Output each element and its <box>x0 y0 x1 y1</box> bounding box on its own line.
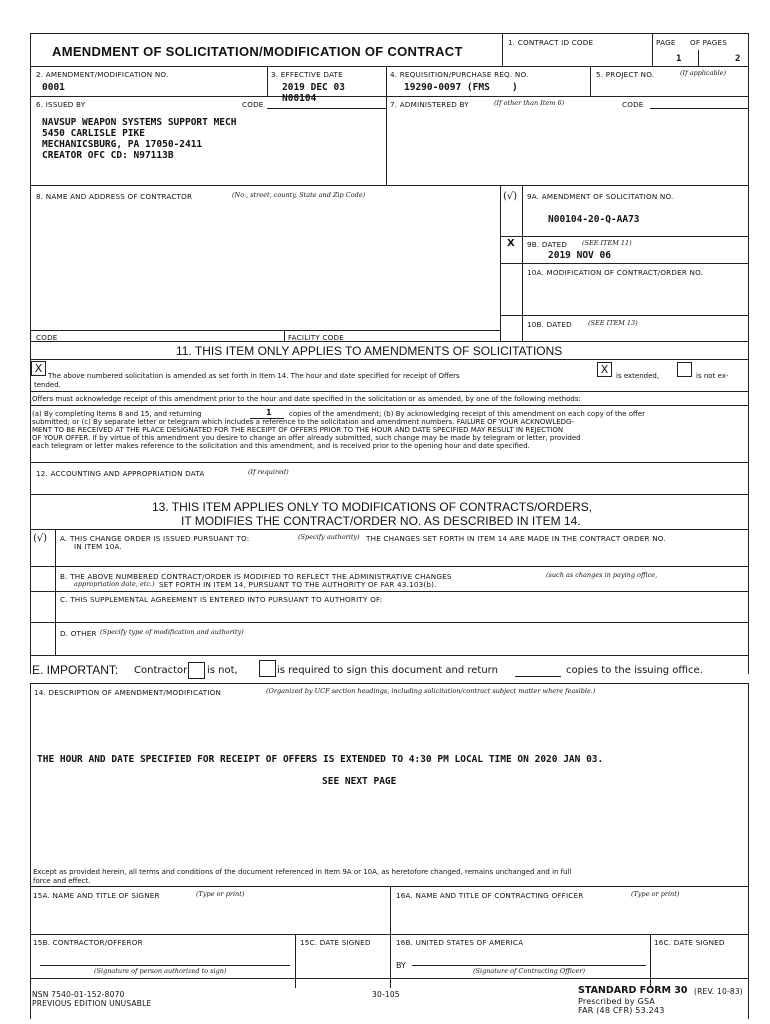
change-order-text-2: IN ITEM 10A. <box>74 542 122 551</box>
facility-code-label: FACILITY CODE <box>288 333 344 342</box>
nsn-number: NSN 7540-01-152-8070 <box>32 990 125 999</box>
section-11-heading: 11. THIS ITEM ONLY APPLIES TO AMENDMENTS OF SOLICITATIONS <box>176 344 563 358</box>
change-order-label: A. THIS CHANGE ORDER IS ISSUED PURSUANT TO: <box>60 534 250 543</box>
contract-id-label: 1. CONTRACT ID CODE <box>508 38 594 47</box>
is-not-required-checkbox[interactable] <box>188 662 205 679</box>
check-column-header: (√) <box>503 191 518 202</box>
page-label: PAGE <box>656 38 676 47</box>
signer-name-label: 15A. NAME AND TITLE OF SIGNER <box>33 891 160 900</box>
officer-date-signed-label: 16C. DATE SIGNED <box>654 938 725 947</box>
solicitation-no-label: 9A. AMENDMENT OF SOLICITATION NO. <box>527 192 674 201</box>
requisition-no-label: 4. REQUISITION/PURCHASE REQ. NO. <box>390 70 529 79</box>
section-11-para-5: each telegram or letter makes reference to the solicitation and this amendment, and is received prior to the opening hour and date specified. <box>32 442 530 450</box>
dated-9b-label: 9B. DATED <box>527 240 568 249</box>
is-not-label: is not, <box>207 665 238 676</box>
requisition-no-value[interactable]: 19290-0097 (FMS <box>404 82 490 93</box>
issued-by-label: 6. ISSUED BY <box>36 100 86 109</box>
description-note: (Organized by UCF section headings, including solicitation/contract subject matter where feasible.) <box>266 687 596 695</box>
dated-9b-note: (SEE ITEM 11) <box>582 239 632 247</box>
administered-by-note: (If other than Item 6) <box>494 99 565 107</box>
description-text-2: SEE NEXT PAGE <box>322 776 397 787</box>
united-states-label: 16B. UNITED STATES OF AMERICA <box>396 938 524 947</box>
admin-changes-text: SET FORTH IN ITEM 14, PURSUANT TO THE AUTHORITY OF FAR 43.103(b). <box>159 580 437 589</box>
supplemental-agreement-label: C. THIS SUPPLEMENTAL AGREEMENT IS ENTERED INTO PURSUANT TO AUTHORITY OF: <box>60 595 383 604</box>
administered-by-label: 7. ADMINISTERED BY <box>390 100 469 109</box>
contractor-note: (No., street, county, State and Zip Code) <box>232 191 366 199</box>
issuer-address-line-1: NAVSUP WEAPON SYSTEMS SUPPORT MECH <box>42 117 237 128</box>
extended-label: is extended, <box>616 372 660 380</box>
issuer-address-line-2: 5450 CARLISLE PIKE <box>42 128 145 139</box>
contractor-label: 8. NAME AND ADDRESS OF CONTRACTOR <box>36 192 193 201</box>
contractor-signature-line[interactable]: (Signature of person authorized to sign) <box>94 967 227 975</box>
total-pages: 2 <box>735 54 741 64</box>
admin-changes-note: (such as changes in paying office, <box>546 571 658 579</box>
contractor-word: Contractor <box>134 665 188 676</box>
signer-name-note: (Type or print) <box>196 890 245 898</box>
check-column-header-13: (√) <box>33 533 48 544</box>
offers-not-extended-checkbox[interactable] <box>677 362 692 377</box>
by-label: BY <box>396 961 406 970</box>
project-no-note: (If applicable) <box>680 69 727 77</box>
page-number: 1 <box>676 54 682 64</box>
solicitation-no-value[interactable]: N00104-20-Q-AA73 <box>548 214 640 225</box>
except-provided-text-2: force and effect. <box>33 877 91 885</box>
accounting-data-label: 12. ACCOUNTING AND APPROPRIATION DATA <box>36 469 205 478</box>
admin-changes-note-2: appropriation date, etc.) <box>74 580 155 588</box>
copies-count[interactable]: 1 <box>266 408 272 417</box>
contractor-offeror-label: 15B. CONTRACTOR/OFFEROR <box>33 938 143 947</box>
important-label: E. IMPORTANT: <box>32 663 119 677</box>
other-label: D. OTHER <box>60 629 97 638</box>
issuer-address-line-4: CREATOR OFC CD: N97113B <box>42 150 174 161</box>
dated-10b-label: 10B. DATED <box>527 320 572 329</box>
modification-no-label: 10A. MODIFICATION OF CONTRACT/ORDER NO. <box>527 268 704 277</box>
standard-form-30: STANDARD FORM 30 <box>578 985 688 996</box>
is-required-checkbox[interactable] <box>259 660 276 677</box>
form-title: AMENDMENT OF SOLICITATION/MODIFICATION OF CONTRACT <box>52 44 463 59</box>
description-label: 14. DESCRIPTION OF AMENDMENT/MODIFICATION <box>34 688 222 697</box>
administered-by-code-label: CODE <box>622 100 644 109</box>
officer-signature-line[interactable]: (Signature of Contracting Officer) <box>473 967 586 975</box>
section-13-heading-2: IT MODIFIES THE CONTRACT/ORDER NO. AS DESCRIBED IN ITEM 14. <box>181 514 581 528</box>
other-note: (Specify type of modification and authority) <box>100 628 244 636</box>
copies-to-issuing-label: copies to the issuing office. <box>566 665 703 676</box>
description-text-1: THE HOUR AND DATE SPECIFIED FOR RECEIPT OF OFFERS IS EXTENDED TO 4:30 PM LOCAL TIME ON 2020 JAN 03. <box>37 754 604 765</box>
change-order-text: THE CHANGES SET FORTH IN ITEM 14 ARE MADE IN THE CONTRACT ORDER NO. <box>366 534 666 543</box>
section-11-line-1: The above numbered solicitation is amended as set forth in Item 14. The hour and date specified for receipt of Offers <box>48 372 460 380</box>
not-extended-label: is not ex- <box>696 372 729 380</box>
of-pages-label: OF PAGES <box>690 38 728 47</box>
form-revision: (REV. 10-83) <box>694 987 743 996</box>
is-required-label: is required to sign this document and return <box>277 665 498 676</box>
acknowledge-text: Offers must acknowledge receipt of this amendment prior to the hour and date specified in the solicitation or as amended, by one of the following methods: <box>32 395 581 403</box>
section-11-para-2: submitted; or (c) By separate letter or telegram which includes a reference to the solicitation and amendment numbers. FAILURE OF YOUR ACKNOWLEDG- <box>32 418 575 426</box>
dated-9b-value[interactable]: 2019 NOV 06 <box>548 250 611 261</box>
offers-extended-checkbox[interactable]: X <box>597 362 612 377</box>
requisition-close-paren: ) <box>512 82 518 93</box>
prescribed-by: Prescribed by GSA <box>578 997 656 1006</box>
effective-date-value[interactable]: 2019 DEC 03 <box>282 82 345 93</box>
item-9b-check-mark[interactable]: X <box>507 238 515 249</box>
issuer-address-line-3: MECHANICSBURG, PA 17050-2411 <box>42 139 203 150</box>
issued-by-code[interactable]: N00104 <box>282 93 317 104</box>
dated-10b-note: (SEE ITEM 13) <box>588 319 638 327</box>
method-a-text: (a) By completing Items 8 and 15, and returning <box>32 410 202 418</box>
contracting-officer-label: 16A. NAME AND TITLE OF CONTRACTING OFFICER <box>396 891 584 900</box>
previous-edition-note: PREVIOUS EDITION UNUSABLE <box>32 999 152 1008</box>
section-11-para-3: MENT TO BE RECEIVED AT THE PLACE DESIGNATED FOR THE RECEIPT OF OFFERS PRIOR TO THE HOUR AND DATE SPECIFIED MAY RESULT IN REJECTION <box>32 426 564 434</box>
change-order-note: (Specify authority) <box>298 533 360 541</box>
far-citation: FAR (48 CFR) 53.243 <box>578 1006 665 1015</box>
accounting-data-note: (If required) <box>248 468 289 476</box>
solicitation-amended-checkbox[interactable]: X <box>31 361 46 376</box>
admin-changes-label: B. THE ABOVE NUMBERED CONTRACT/ORDER IS MODIFIED TO REFLECT THE ADMINISTRATIVE CHANGES <box>60 572 452 581</box>
project-no-label: 5. PROJECT NO. <box>596 70 655 79</box>
form-number-code: 30-105 <box>372 990 400 999</box>
contracting-officer-note: (Type or print) <box>631 890 680 898</box>
issued-by-code-label: CODE <box>242 100 264 109</box>
contractor-code-label: CODE <box>36 333 58 342</box>
method-a-continued: copies of the amendment; (b) By acknowledging receipt of this amendment on each copy of the offer <box>289 410 646 418</box>
section-13-heading-1: 13. THIS ITEM APPLIES ONLY TO MODIFICATIONS OF CONTRACTS/ORDERS, <box>152 500 593 514</box>
amendment-no-label: 2. AMENDMENT/MODIFICATION NO. <box>36 70 169 79</box>
tended-label: tended. <box>34 381 61 389</box>
except-provided-text-1: Except as provided herein, all terms and conditions of the document referenced in Item 9A or 10A, as heretofore changed, remains unchanged and in full <box>33 868 572 876</box>
amendment-no-value[interactable]: 0001 <box>42 82 65 93</box>
contractor-date-signed-label: 15C. DATE SIGNED <box>300 938 371 947</box>
effective-date-label: 3. EFFECTIVE DATE <box>271 70 343 79</box>
section-11-para-4: OF YOUR OFFER. If by virtue of this amendment you desire to change an offer already submitted, such change may be made by telegram or letter, provided <box>32 434 581 442</box>
item-9a-checkbox[interactable] <box>506 208 518 220</box>
